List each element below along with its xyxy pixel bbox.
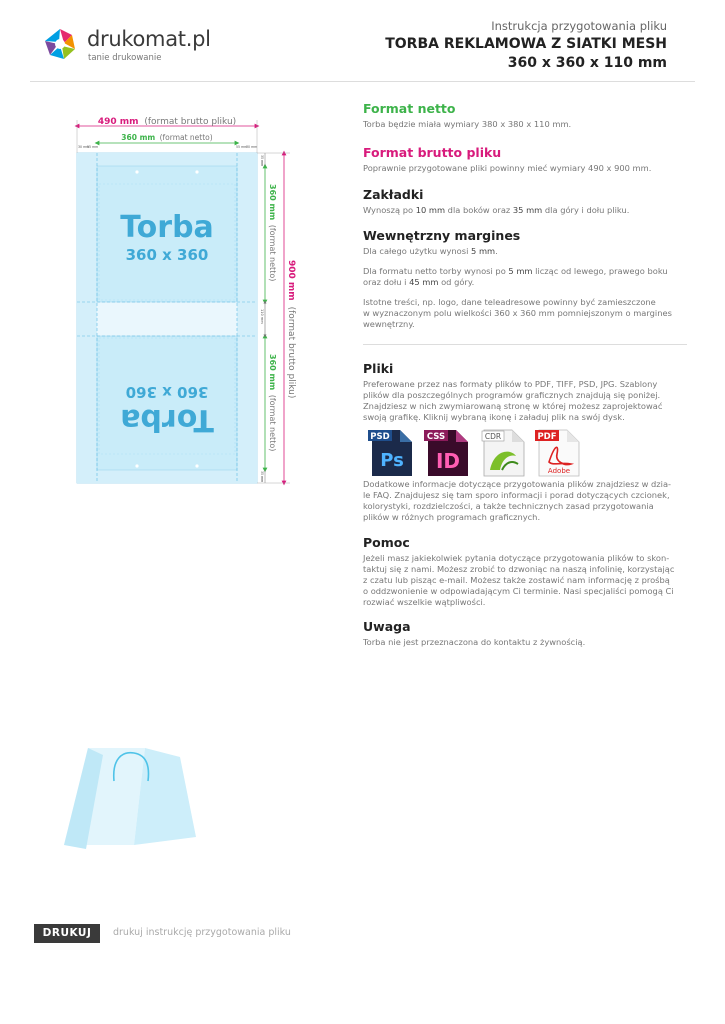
back-torba-label: Torba [120, 402, 214, 437]
front-torba-dims: 360 x 360 [125, 246, 209, 264]
pliki-more-text: Dodatkowe informacje dotyczące przygotowania plików znajdziesz w dzia- le FAQ. Znajdujesz się tam sporo informacji i porad dotyczących czcionek, kolorystyki, rozdzielczości, a także technicznych zasad przygotowania plików w różnych programach graficznych. [363, 479, 672, 522]
section-divider [363, 344, 687, 345]
netto-width-dimension: 360 mm (format netto) [121, 133, 213, 142]
photoshop-file-icon[interactable] [368, 426, 416, 478]
margines-text-3: Istotne treści, np. logo, dane teleadresowe powinny być zamieszczone w wyznaczonym polu wielkości 360 x 360 mm pomniejszonym o margines wewnętrzny. [363, 297, 672, 329]
back-height-dimension: 360 mm (format netto) [268, 354, 277, 452]
brand-tagline: tanie drukowanie [88, 53, 162, 63]
svg-text:CSS: CSS [426, 432, 446, 442]
pomoc-text: Jeżeli masz jakiekolwiek pytania dotyczące przygotowania plików to skon- taktuj się z nami. Możesz zrobić to dzwoniąc na naszą infolinię, korzystając z czatu lub pisząc e-mail. Możesz także zostawić nam informację z prośbą o oddzwonienie w odpowiadającym Ci terminie. Nasi specjaliści pomogą Ci rozwiać wszelkie wątpliwości. [363, 553, 675, 607]
margines-text-2: Dla formatu netto torby wynosi po 5 mm licząc od lewego, prawego boku oraz dołu i 45 mm od góry. [363, 266, 668, 287]
left-fold-strip [77, 153, 97, 483]
uwaga-text: Torba nie jest przeznaczona do kontaktu z żywnością. [363, 637, 586, 647]
total-height-dimension: 900 mm (format brutto pliku) [286, 260, 296, 399]
coreldraw-file-icon[interactable] [480, 426, 528, 478]
top-strip-dimension: 35 mm [260, 155, 264, 167]
bottom-fold-strip [77, 470, 257, 483]
small-dim-left-1: 30 mm [78, 145, 90, 149]
format-netto-heading: Format netto [363, 101, 456, 116]
format-netto-text: Torba będzie miała wymiary 380 x 380 x 110 mm. [363, 119, 572, 129]
small-dim-right-1: 55 mm [236, 145, 248, 149]
svg-text:ID: ID [435, 449, 461, 473]
pdf-file-icon[interactable] [535, 426, 583, 478]
product-dimensions: 360 x 360 x 110 mm [507, 55, 667, 71]
svg-text:PSD: PSD [370, 432, 390, 442]
svg-text:PDF: PDF [537, 432, 557, 442]
pliki-text: Preferowane przez nas formaty plików to PDF, TIFF, PSD, JPG. Szablony plików dla poszczególnych programów graficznych znajdują się poniżej. Znajdziesz w nich zwymiarowaną stronę w której możesz zaprojektować swoją grafikę. Kliknij wybraną ikonę i załaduj plik na swój dysk. [363, 379, 663, 422]
bag-template-diagram [60, 110, 310, 495]
back-torba-dims: 360 x 360 [125, 383, 209, 401]
print-button[interactable]: DRUKUJ [34, 924, 100, 943]
brand-name[interactable]: drukomat.pl [87, 27, 211, 51]
pomoc-heading: Pomoc [363, 535, 410, 550]
small-dim-right-2: 30 mm [246, 145, 258, 149]
right-fold-strip [237, 153, 257, 483]
header-divider [30, 81, 695, 82]
indesign-file-icon[interactable] [424, 426, 472, 478]
format-brutto-text: Poprawnie przygotowane pliki powinny mieć wymiary 490 x 900 mm. [363, 163, 652, 173]
front-torba-label: Torba [120, 210, 214, 245]
svg-text:CDR: CDR [484, 432, 502, 441]
pliki-heading: Pliki [363, 361, 394, 376]
front-height-dimension: 360 mm (format netto) [268, 184, 277, 282]
svg-text:Ps: Ps [380, 450, 404, 471]
format-brutto-heading: Format brutto pliku [363, 145, 502, 160]
zakladki-text: Wynoszą po 10 mm dla boków oraz 35 mm dla góry i dołu pliku. [363, 205, 630, 215]
margines-heading: Wewnętrzny margines [363, 228, 521, 243]
brutto-width-dimension: 490 mm (format brutto pliku) [97, 117, 237, 127]
margines-text-1: Dla całego użytku wynosi 5 mm. [363, 246, 498, 256]
page-title: TORBA REKLAMOWA Z SIATKI MESH [385, 36, 667, 52]
drukomat-logo-icon [42, 26, 78, 62]
bottom-fold-dimension: 110 mm [260, 309, 264, 324]
bottom-strip-dimension: 35 mm [260, 471, 264, 483]
header-subtitle: Instrukcja przygotowania pliku [491, 19, 667, 33]
uwaga-heading: Uwaga [363, 619, 411, 634]
small-dim-left-2: 55 mm [87, 145, 99, 149]
top-fold-strip [77, 153, 257, 166]
print-description[interactable]: drukuj instrukcję przygotowania pliku [113, 927, 291, 938]
bag-illustration-icon [60, 745, 200, 855]
svg-text:Adobe: Adobe [547, 467, 571, 475]
zakladki-heading: Zakładki [363, 187, 424, 202]
